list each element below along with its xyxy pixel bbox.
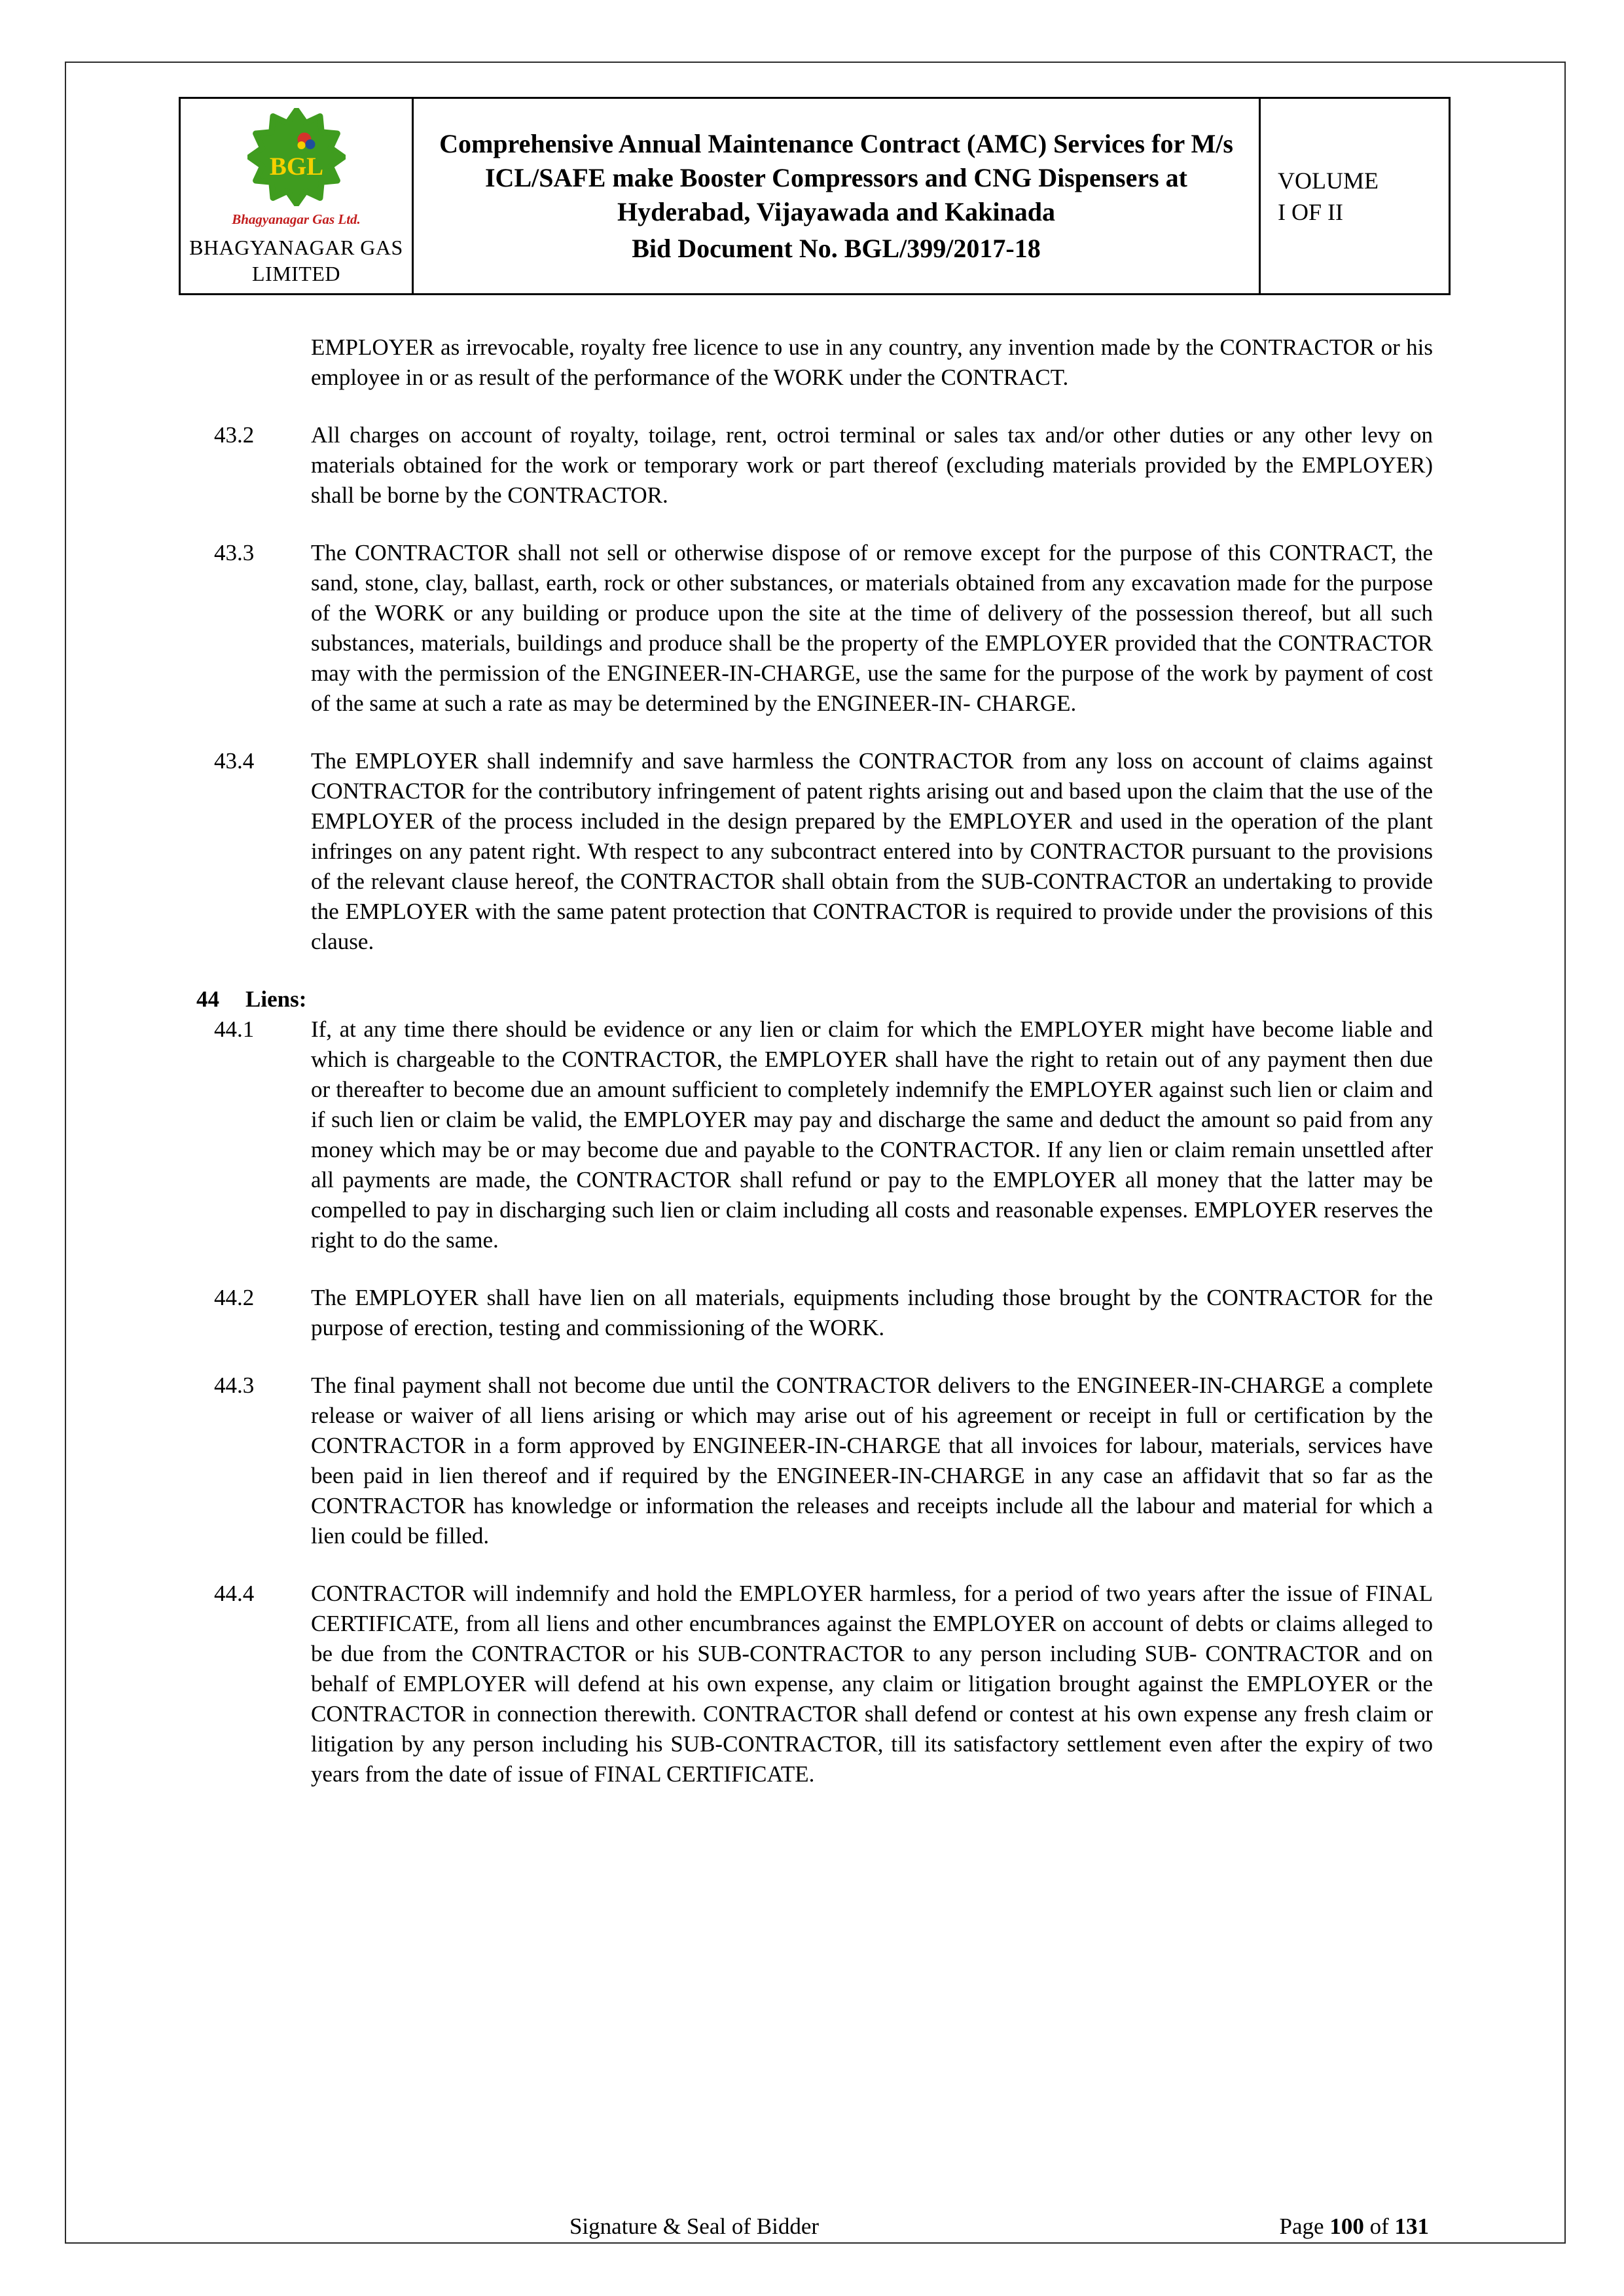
signature-label: Signature & Seal of Bidder: [569, 2214, 820, 2239]
page-footer: [67, 2207, 1563, 2240]
logo-cell: [180, 98, 413, 295]
clause-number: 44.4: [214, 1581, 255, 1606]
clause-row-44-3: [214, 1371, 1433, 1551]
svg-text:BGL: BGL: [269, 152, 323, 181]
clause-number: 44.1: [214, 1016, 255, 1042]
bid-document-number: Bid Document No. BGL/399/2017-18: [632, 233, 1041, 263]
intro-paragraph: EMPLOYER as irrevocable, royalty free licence to use in any country, any invention made by the CONTRACTOR or his employee in or as result of the performance of the WORK under the CONTRACT.: [311, 334, 1433, 390]
clause-number: 43.3: [214, 540, 255, 565]
clause-number: 44.2: [214, 1285, 255, 1310]
clause-text: The CONTRACTOR shall not sell or otherwise dispose of or remove except for the purpose of this CONTRACT, the sand, stone, clay, ballast, earth, rock or other substances, or materials obtained from any excavation made for the purpose of the WORK or any building or produce upon the site at the time of delivery of the possession thereof, but all such substances, materials, buildings and produce shall be the property of the EMPLOYER provided that the CONTRACTOR may with the permission of the ENGINEER-IN-CHARGE, use the same for the purpose of the work by payment of cost of the same at such a rate as may be determined by the ENGINEER-IN- CHARGE.: [311, 540, 1433, 716]
document-title: Comprehensive Annual Maintenance Contract (AMC) Services for M/s ICL/SAFE make Booster Compressors and CNG Dispensers at Hyderabad, Vijayawada and Kakinada: [439, 128, 1233, 226]
clause-row-43-3: [214, 538, 1433, 719]
volume-label-line1: VOLUME: [1278, 167, 1379, 194]
logo-subtitle: Bhagyanagar Gas Ltd.: [232, 211, 361, 227]
page-number: [1280, 2214, 1429, 2240]
section-heading-liens: [196, 984, 1433, 1014]
clause-text: All charges on account of royalty, toilage, rent, octroi terminal or sales tax and/or other duties or any other levy on materials obtained for the work or temporary work or part thereof (excluding materials provided by the EMPLOYER) shall be borne by the CONTRACTOR.: [311, 422, 1433, 508]
of-word: of: [1369, 2214, 1389, 2239]
clause-row-44-2: [214, 1283, 1433, 1343]
clause-text: If, at any time there should be evidence or any lien or claim for which the EMPLOYER might have become liable and which is chargeable to the CONTRACTOR, the EMPLOYER shall have the right to retain out of any payment then due or thereafter to become due an amount sufficient to completely indemnify the EMPLOYER against such lien or claim and if such lien or claim be valid, the EMPLOYER may pay and discharge the same and deduct the amount so paid from any money which may be or may become due and payable to the CONTRACTOR. If any lien or claim remain unsettled after all payments are made, the CONTRACTOR shall refund or pay to the EMPLOYER all money that the latter may be compelled to pay in discharging such lien or claim including all costs and reasonable expenses. EMPLOYER reserves the right to do the same.: [311, 1016, 1433, 1253]
volume-label-line2: I OF II: [1278, 198, 1343, 225]
page-word: Page: [1279, 2214, 1324, 2239]
clause-number: 44.3: [214, 1372, 255, 1398]
clause-text: The EMPLOYER shall have lien on all materials, equipments including those brought by the CONTRACTOR for the purpose of erection, testing and commissioning of the WORK.: [311, 1285, 1433, 1340]
company-name: BHAGYANAGAR GAS LIMITED: [189, 236, 403, 285]
clause-number: 43.2: [214, 422, 255, 448]
section-title: Liens:: [245, 986, 307, 1012]
clause-row-43-2: [214, 420, 1433, 511]
clause-text: The final payment shall not become due until the CONTRACTOR delivers to the ENGINEER-IN-CHARGE a complete release or waiver of all liens arising or which may arise out of his agreement or receipt in full or certification by the CONTRACTOR in a form approved by ENGINEER-IN-CHARGE that all invoices for labour, materials, services have been paid in lien thereof and if required by the ENGINEER-IN-CHARGE in any case an affidavit that so far as the CONTRACTOR has knowledge or information the releases and receipts include all the labour and material for which a lien could be filled.: [311, 1372, 1433, 1549]
volume-cell: [1260, 98, 1450, 295]
page-current: 100: [1329, 2214, 1364, 2239]
page-total: 131: [1394, 2214, 1429, 2239]
clause-text: The EMPLOYER shall indemnify and save harmless the CONTRACTOR from any loss on account of claims against CONTRACTOR for the contributory infringement of patent rights arising out and based upon the claim that the use of the EMPLOYER of the process included in the design prepared by the EMPLOYER and used in the operation of the plant infringes on any patent right. Wth respect to any subcontract entered into by CONTRACTOR pursuant to the provisions of the relevant clause hereof, the CONTRACTOR shall obtain from the SUB-CONTRACTOR an undertaking to provide the EMPLOYER with the same patent protection that CONTRACTOR is required to provide under the provisions of this clause.: [311, 748, 1433, 954]
clause-text: CONTRACTOR will indemnify and hold the EMPLOYER harmless, for a period of two years after the issue of FINAL CERTIFICATE, from all liens and other encumbrances against the EMPLOYER on account of debts or claims alleged to be due from the CONTRACTOR or his SUB-CONTRACTOR to any person including SUB- CONTRACTOR and on behalf of EMPLOYER will defend at his own expense, any claim or litigation brought against the EMPLOYER or the CONTRACTOR in connection therewith. CONTRACTOR shall defend or contest at his own expense any fresh claim or litigation by any person including his SUB-CONTRACTOR, till its satisfactory settlement even after the expiry of two years from the date of issue of FINAL CERTIFICATE.: [311, 1581, 1433, 1787]
title-cell: [413, 98, 1260, 295]
header-table: [179, 97, 1451, 295]
clause-row-44-4: [214, 1579, 1433, 1789]
clause-row-44-1: [214, 1014, 1433, 1255]
company-logo-icon: [247, 108, 346, 206]
section-number: 44: [196, 986, 219, 1012]
page-border: [65, 62, 1566, 2244]
document-body: [196, 332, 1433, 1817]
clause-number: 43.4: [214, 748, 255, 774]
clause-row-43-4: [214, 746, 1433, 957]
